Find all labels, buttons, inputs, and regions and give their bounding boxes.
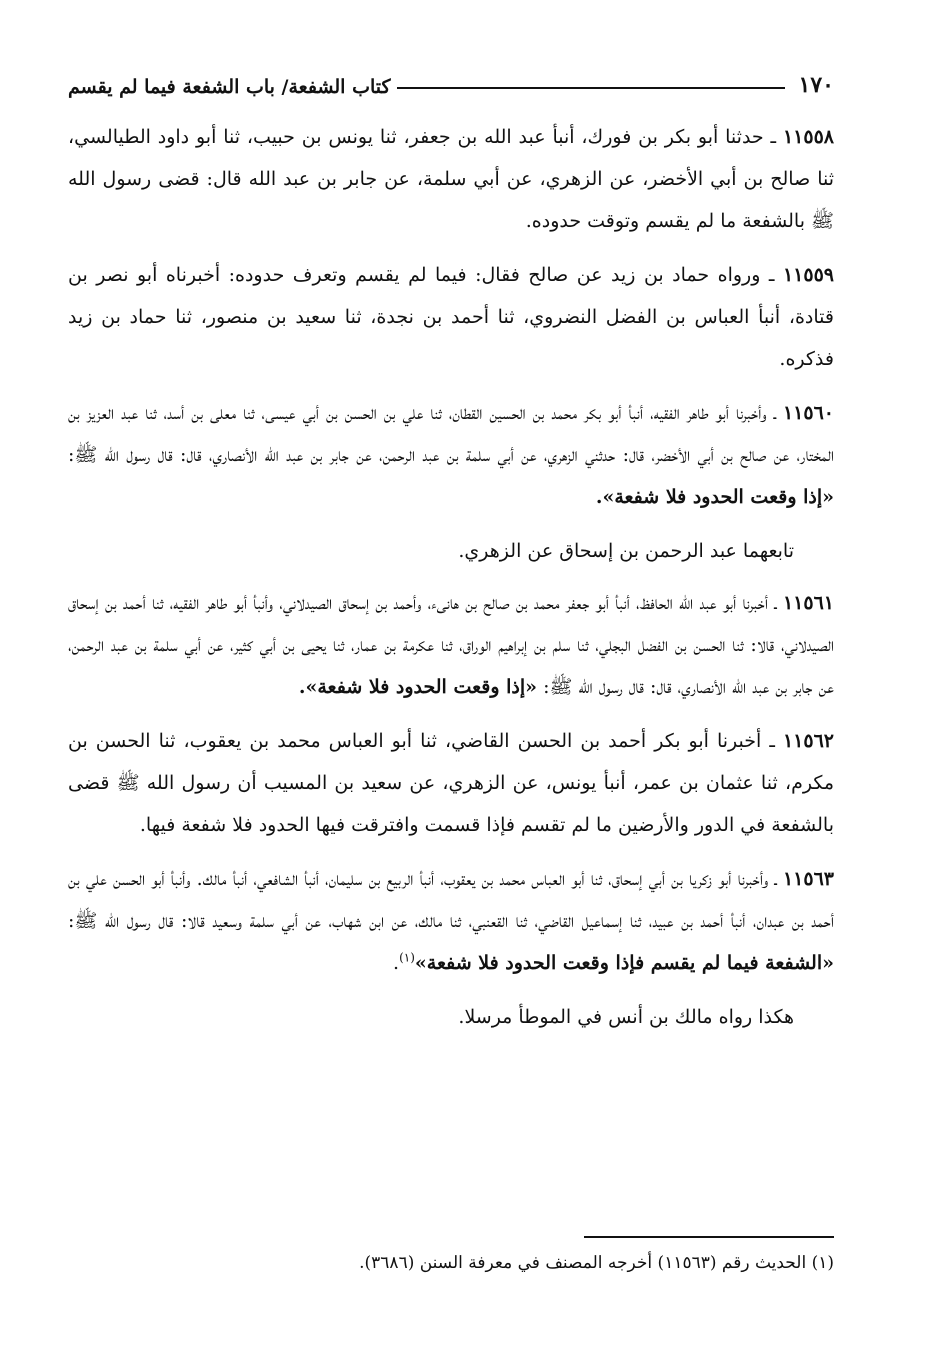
note-paragraph — [68, 996, 834, 1038]
hadith-number: ١١٥٥٩ — [782, 264, 834, 286]
hadith-text-end: . — [393, 952, 400, 974]
header-title: كتاب الشفعة/ باب الشفعة فيما لم يقسم — [68, 76, 391, 98]
hadith-quote: «إذا وقعت الحدود فلا شفعة». — [595, 486, 834, 508]
book-page — [68, 58, 834, 1305]
hadith-quote: «الشفعة فيما لم يقسم فإذا وقعت الحدود فلا شفعة» — [414, 952, 834, 974]
note-text: تابعهما عبد الرحمن بن إسحاق عن الزهري. — [458, 540, 794, 562]
hadith-number: ١١٥٦١ — [782, 592, 834, 614]
running-header — [68, 58, 834, 98]
hadith-text: ـ حدثنا أبو بكر بن فورك، أنبأ عبد الله بن جعفر، ثنا يونس بن حبيب، ثنا أبو داود الطيالسي، ثنا صالح بن أبي الأخضر، عن الزهري، عن أبي سلمة، عن جابر بن عبد الله قال: قضى رسول الله ﷺ بالشفعة ما لم يقسم وتوقت حدوده. — [68, 126, 834, 232]
hadith-text: ـ ورواه حماد بن زيد عن صالح فقال: فيما لم يقسم وتعرف حدوده: أخبرناه أبو نصر بن قتادة، أنبأ العباس بن الفضل النضروي، ثنا أحمد بن نجدة، ثنا سعيد بن منصور، ثنا حماد بن زيد فذكره. — [68, 264, 834, 370]
hadith-paragraph-11559 — [68, 254, 834, 380]
hadith-paragraph-11562 — [68, 720, 834, 846]
header-rule — [397, 87, 785, 89]
hadith-text: ـ أخبرنا أبو عبد الله الحافظ، أنبأ أبو جعفر محمد بن صالح بن هانىء، وأحمد بن إسحاق الصيدلاني، وأنبأ أبو طاهر الفقيه، ثنا أحمد بن إسحاق الصيدلاني، قالا: ثنا الحسن بن الفضل البجلي، ثنا سلم بن إبراهيم الوراق، ثنا عكرمة بن عمار، ثنا يحيى بن أبي كثير، عن أبي سلمة بن عبد الرحمن، عن جابر بن عبد الله الأنصاري، قال: قال رسول الله ﷺ: — [68, 592, 834, 698]
hadith-quote: «إذا وقعت الحدود فلا شفعة». — [298, 676, 538, 698]
footnote-reference[interactable]: (١) — [399, 950, 415, 965]
hadith-paragraph-11561 — [68, 582, 834, 708]
hadith-number: ١١٥٥٨ — [782, 126, 834, 148]
hadith-text: ـ وأخبرنا أبو طاهر الفقيه، أنبأ أبو بكر محمد بن الحسين القطان، ثنا علي بن الحسن بن أبي عيسى، ثنا معلى بن أسد، ثنا عبد العزيز بن المختار، عن صالح بن أبي الأخضر، قال: حدثني الزهري، عن أبي سلمة بن عبد الرحمن، عن جابر بن عبد الله الأنصاري، قال: قال رسول الله ﷺ: — [68, 402, 834, 466]
hadith-text: ـ وأخبرنا أبو زكريا بن أبي إسحاق، ثنا أبو العباس محمد بن يعقوب، أنبأ الربيع بن سليمان، أنبأ الشافعي، أنبأ مالك. وأنبأ أبو الحسن علي بن أحمد بن عبدان، أنبأ أحمد بن عبيد، ثنا إسماعيل القاضي، ثنا القعنبي، ثنا مالك، عن ابن شهاب، عن أبي سلمة وسعيد قالا: قال رسول الله ﷺ: — [68, 868, 834, 932]
footnote-rule — [584, 1236, 834, 1238]
page-number: ١٧٠ — [798, 72, 834, 98]
hadith-number: ١١٥٦٣ — [782, 868, 834, 890]
hadith-number: ١١٥٦٠ — [782, 402, 834, 424]
hadith-paragraph-11560 — [68, 392, 834, 518]
body-text — [68, 116, 834, 1038]
hadith-number: ١١٥٦٢ — [782, 730, 834, 752]
note-text: هكذا رواه مالك بن أنس في الموطأ مرسلا. — [458, 1006, 794, 1028]
hadith-paragraph-11558 — [68, 116, 834, 242]
footnote-text: (١) الحديث رقم (١١٥٦٣) أخرجه المصنف في معرفة السنن (٣٦٨٦). — [359, 1253, 834, 1273]
footnote-area — [68, 1236, 834, 1278]
hadith-paragraph-11563 — [68, 858, 834, 984]
hadith-text: ـ أخبرنا أبو بكر أحمد بن الحسن القاضي، ثنا أبو العباس محمد بن يعقوب، ثنا الحسن بن مكرم، ثنا عثمان بن عمر، أنبأ يونس، عن الزهري، عن سعيد بن المسيب أن رسول الله ﷺ قضى بالشفعة في الدور والأرضين ما لم تقسم فإذا قسمت وافترقت فيها الحدود فلا شفعة فيها. — [68, 730, 834, 836]
note-paragraph — [68, 530, 834, 572]
